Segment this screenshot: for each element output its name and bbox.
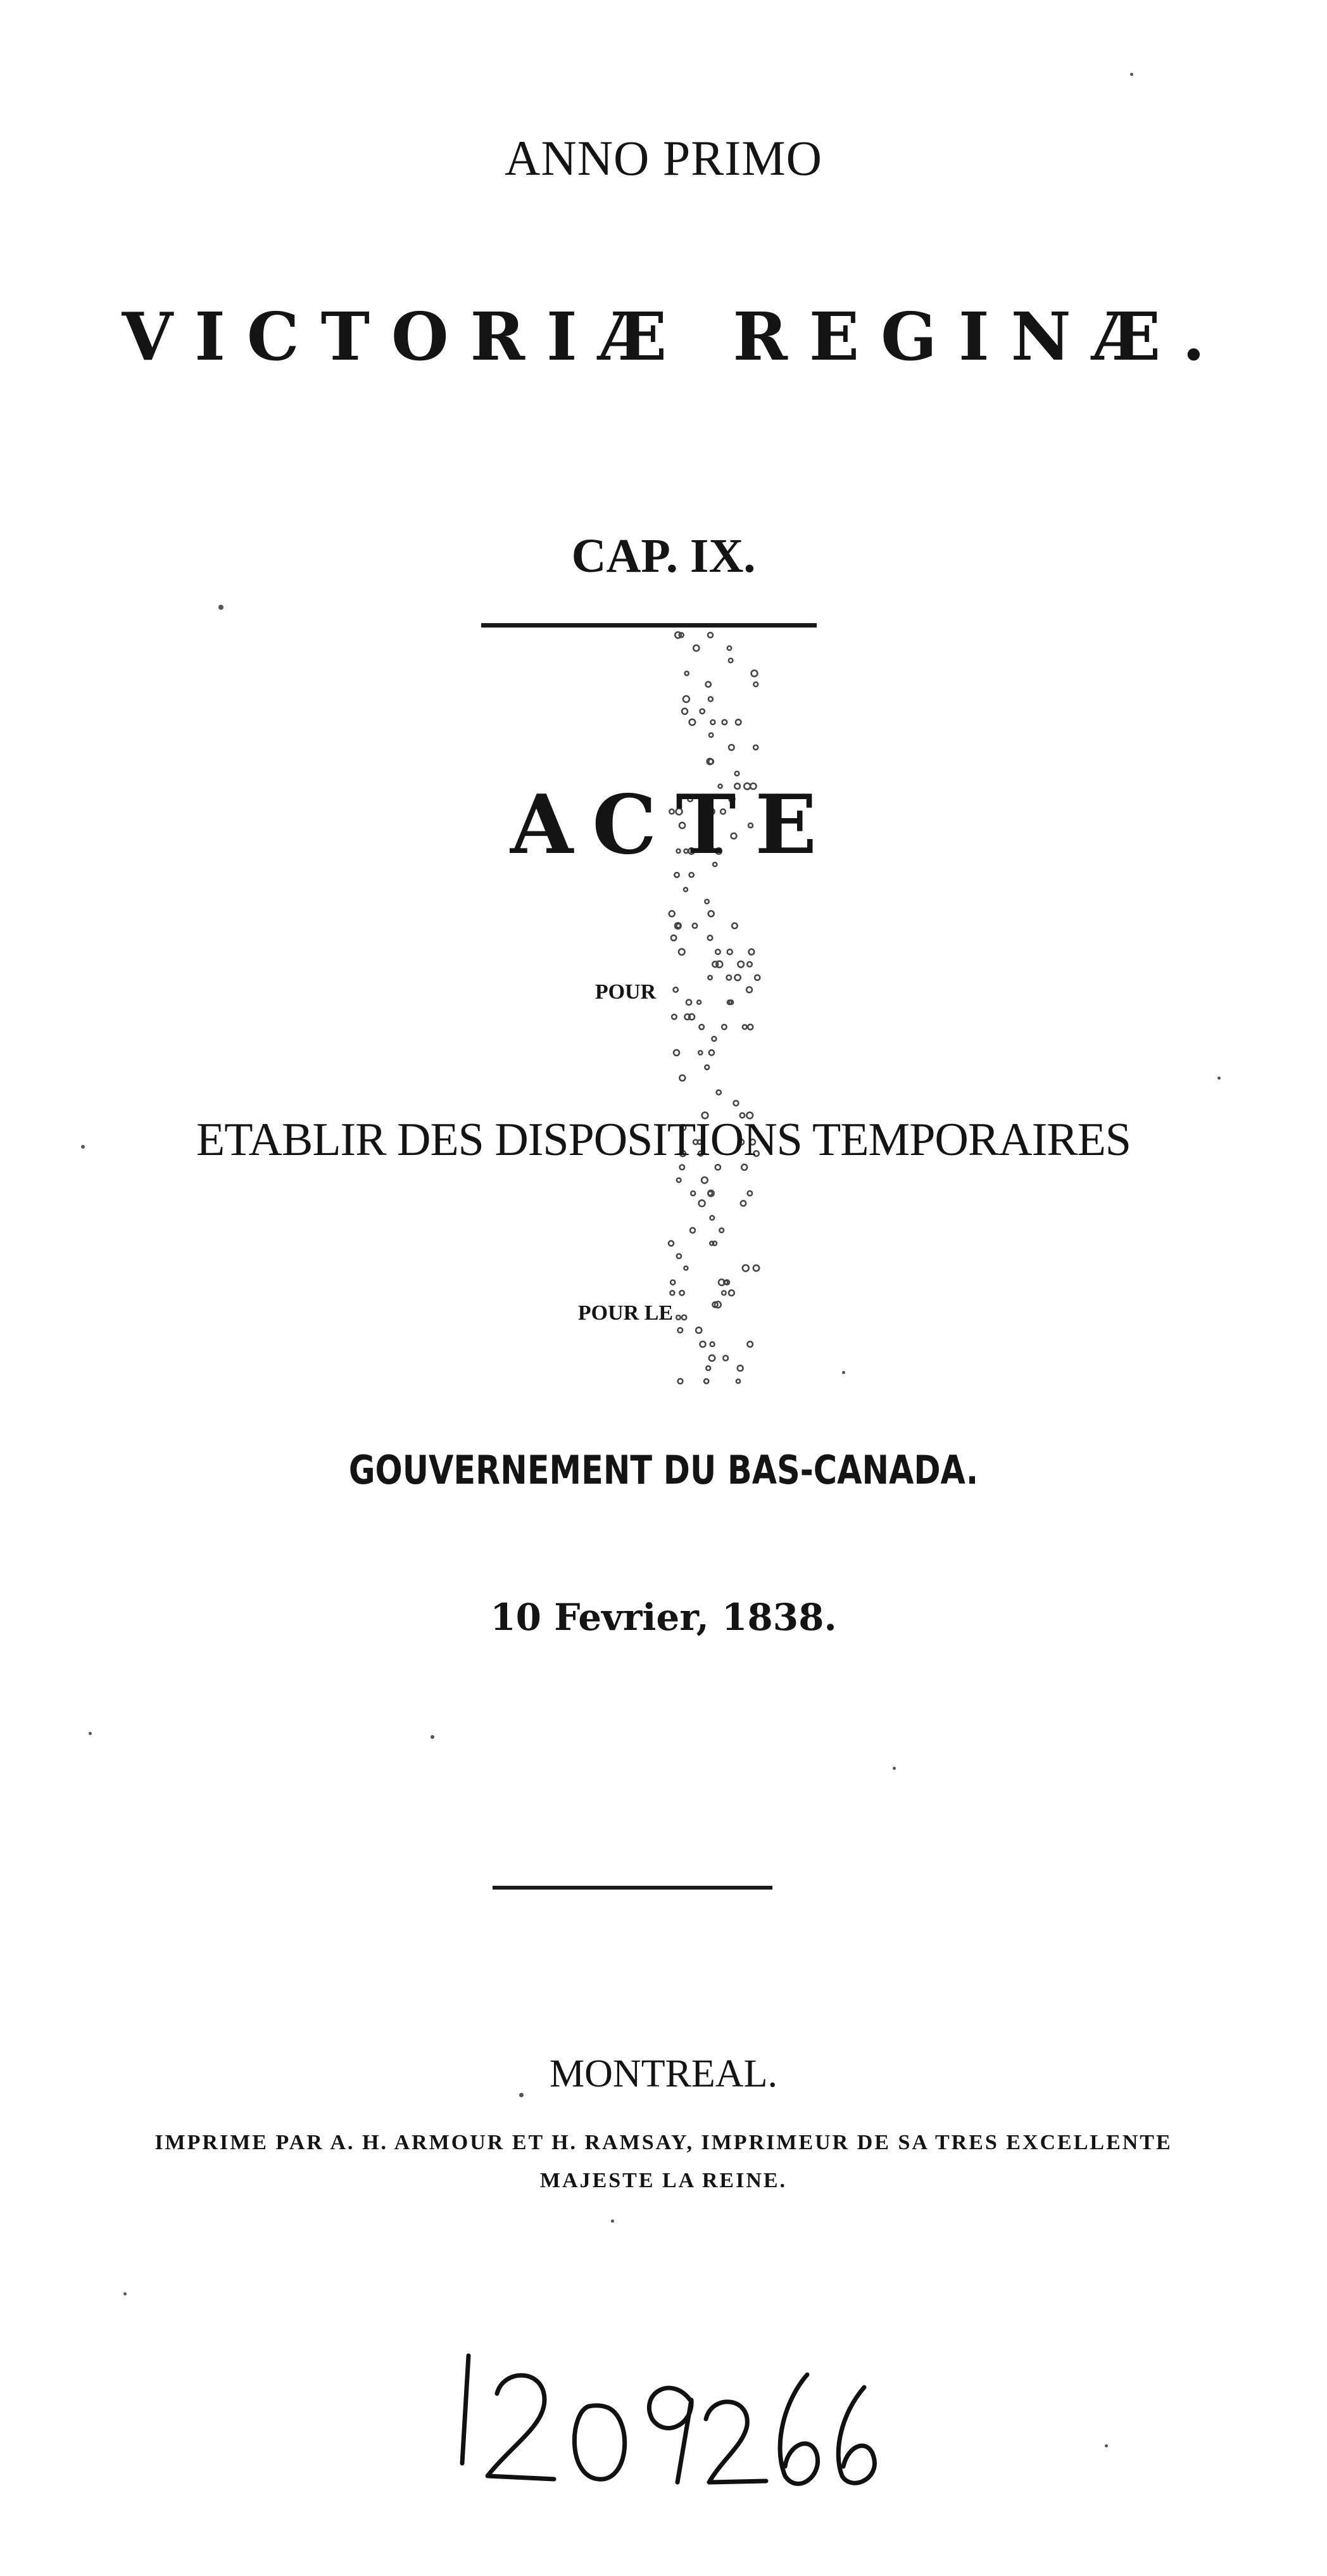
imprint-printer-line-2: MAJESTE LA REINE. bbox=[539, 2169, 788, 2192]
perforation-dot bbox=[678, 1328, 683, 1333]
perforation-dot bbox=[708, 633, 713, 638]
perforation-dot bbox=[729, 1290, 734, 1296]
act-heading: ACTE bbox=[510, 778, 836, 873]
perforation-dot bbox=[710, 1342, 715, 1346]
reign-title: VICTORIÆ REGINÆ. bbox=[122, 298, 1227, 376]
paper-speck bbox=[81, 1145, 85, 1149]
perforation-dot bbox=[727, 646, 731, 650]
perforation-dot bbox=[743, 1025, 747, 1029]
perforation-dot bbox=[747, 962, 752, 967]
perforation-dot bbox=[717, 1090, 721, 1095]
perforation-dot bbox=[701, 1177, 708, 1184]
perforation-dot bbox=[722, 720, 727, 725]
paper-speck bbox=[218, 605, 223, 610]
perforation-dot bbox=[679, 1291, 684, 1295]
anno-primo-heading: ANNO PRIMO bbox=[505, 130, 822, 186]
perforation-dot bbox=[708, 759, 714, 764]
perforation-dot bbox=[679, 949, 685, 955]
perforation-dot bbox=[670, 1280, 675, 1285]
perforation-dot bbox=[689, 719, 696, 726]
chapter-number: CAP. IX. bbox=[571, 529, 756, 583]
perforation-dot bbox=[708, 1191, 712, 1195]
perforation-dot bbox=[708, 935, 713, 940]
perforation-dot bbox=[734, 1101, 739, 1106]
perforation-dot bbox=[700, 1341, 706, 1347]
perforation-dot bbox=[732, 923, 738, 929]
paper-speck bbox=[1217, 1076, 1221, 1080]
perforation-dot bbox=[677, 1178, 681, 1182]
perforation-dot bbox=[678, 1379, 683, 1384]
perforation-dot bbox=[706, 1366, 710, 1370]
perforation-dot bbox=[743, 1265, 749, 1272]
paper-speck bbox=[123, 2292, 127, 2295]
imprint-printer-line-1: IMPRIME PAR A. H. ARMOUR ET H. RAMSAY, IMPRIMEUR DE SA TRES EXCELLENTE bbox=[154, 2131, 1173, 2154]
handwritten-accession-number bbox=[443, 2349, 886, 2495]
perforation-dot bbox=[690, 1228, 695, 1233]
perforation-dot bbox=[715, 949, 720, 954]
perforation-dot bbox=[753, 1265, 759, 1271]
perforation-dot bbox=[693, 645, 699, 651]
perforation-dot bbox=[679, 1075, 685, 1081]
perforation-dot bbox=[738, 1365, 743, 1371]
imprint-city: MONTREAL. bbox=[550, 2052, 777, 2095]
perforation-dot bbox=[709, 1050, 714, 1055]
perforation-dot bbox=[677, 924, 681, 928]
perforation-dot bbox=[708, 697, 713, 702]
perforation-dot bbox=[748, 1025, 753, 1030]
perforation-dot bbox=[738, 961, 744, 968]
perforation-dot bbox=[705, 1065, 709, 1070]
perforation-dot bbox=[753, 745, 758, 750]
perforation-dot bbox=[674, 873, 679, 877]
perforation-dot bbox=[727, 949, 733, 954]
perforation-dot bbox=[684, 1266, 688, 1270]
perforation-dot bbox=[677, 1254, 681, 1258]
act-subject: GOUVERNEMENT DU BAS-CANADA. bbox=[348, 1447, 979, 1493]
paper-speck bbox=[611, 2219, 614, 2223]
perforation-dot bbox=[747, 1342, 753, 1348]
perforation-dot bbox=[708, 976, 712, 980]
perforation-dot bbox=[710, 1216, 715, 1220]
perforation-dot bbox=[708, 911, 714, 916]
perforation-dot bbox=[727, 975, 732, 980]
paper-speck bbox=[893, 1767, 896, 1770]
perforation-dot bbox=[723, 1356, 728, 1361]
perforation-dot bbox=[704, 1379, 708, 1384]
perforation-dot bbox=[699, 1025, 704, 1030]
perforation-dot bbox=[710, 1242, 714, 1246]
perforation-dot bbox=[729, 745, 734, 750]
perforation-dot bbox=[719, 1228, 724, 1233]
perforation-dot bbox=[736, 719, 741, 725]
perforation-dot bbox=[709, 733, 713, 737]
perforation-dot bbox=[700, 709, 705, 714]
perforation-dot bbox=[722, 1025, 727, 1030]
perforation-dot bbox=[698, 1051, 702, 1054]
perforation-dot bbox=[710, 720, 715, 724]
perforation-dot bbox=[741, 1201, 746, 1206]
perforation-dot bbox=[709, 1355, 715, 1361]
perforation-dot bbox=[749, 949, 755, 955]
perforation-dot bbox=[669, 911, 675, 916]
perforation-dot bbox=[669, 1241, 674, 1246]
pour-connector-2: POUR LE bbox=[577, 1301, 674, 1325]
perforation-dot bbox=[696, 1327, 701, 1333]
perforation-dot bbox=[684, 888, 688, 892]
perforation-dot bbox=[682, 709, 688, 714]
paper-speck bbox=[89, 1732, 92, 1735]
perforation-dot bbox=[748, 1191, 752, 1196]
perforation-dot bbox=[671, 935, 676, 940]
paper-speck bbox=[519, 2093, 524, 2097]
perforation-dot bbox=[755, 975, 760, 980]
paper-speck bbox=[1105, 2444, 1108, 2447]
perforation-dot bbox=[699, 1200, 705, 1206]
paper-speck bbox=[1130, 73, 1133, 76]
perforation-dot bbox=[670, 1291, 674, 1295]
perforation-dot bbox=[675, 632, 681, 638]
perforation-dot bbox=[705, 900, 708, 904]
act-date: 10 Fevrier, 1838. bbox=[490, 1596, 837, 1639]
perforation-dot bbox=[689, 873, 694, 877]
perforation-dot bbox=[674, 1050, 679, 1056]
perforation-dot bbox=[736, 1379, 740, 1383]
perforation-dot bbox=[729, 659, 733, 663]
middle-divider-rule bbox=[493, 1886, 772, 1890]
perforation-dot bbox=[712, 1037, 716, 1041]
perforation-dot bbox=[753, 682, 758, 686]
perforation-dot bbox=[693, 923, 697, 928]
pour-connector-1: POUR bbox=[594, 980, 657, 1004]
perforation-stamp bbox=[658, 624, 785, 1396]
perforation-dot bbox=[672, 1014, 677, 1020]
perforation-dot bbox=[716, 961, 722, 968]
perforation-dot bbox=[685, 671, 689, 675]
perforation-dot bbox=[722, 1291, 726, 1296]
paper-speck bbox=[842, 1371, 845, 1374]
perforation-dot bbox=[691, 1191, 695, 1196]
perforation-dot bbox=[735, 771, 739, 776]
perforation-dot bbox=[683, 696, 689, 702]
act-purpose: ETABLIR DES DISPOSITIONS TEMPORAIRES bbox=[196, 1114, 1131, 1166]
perforation-dot bbox=[752, 671, 758, 677]
perforation-dot bbox=[706, 682, 711, 687]
paper-speck bbox=[431, 1735, 434, 1739]
